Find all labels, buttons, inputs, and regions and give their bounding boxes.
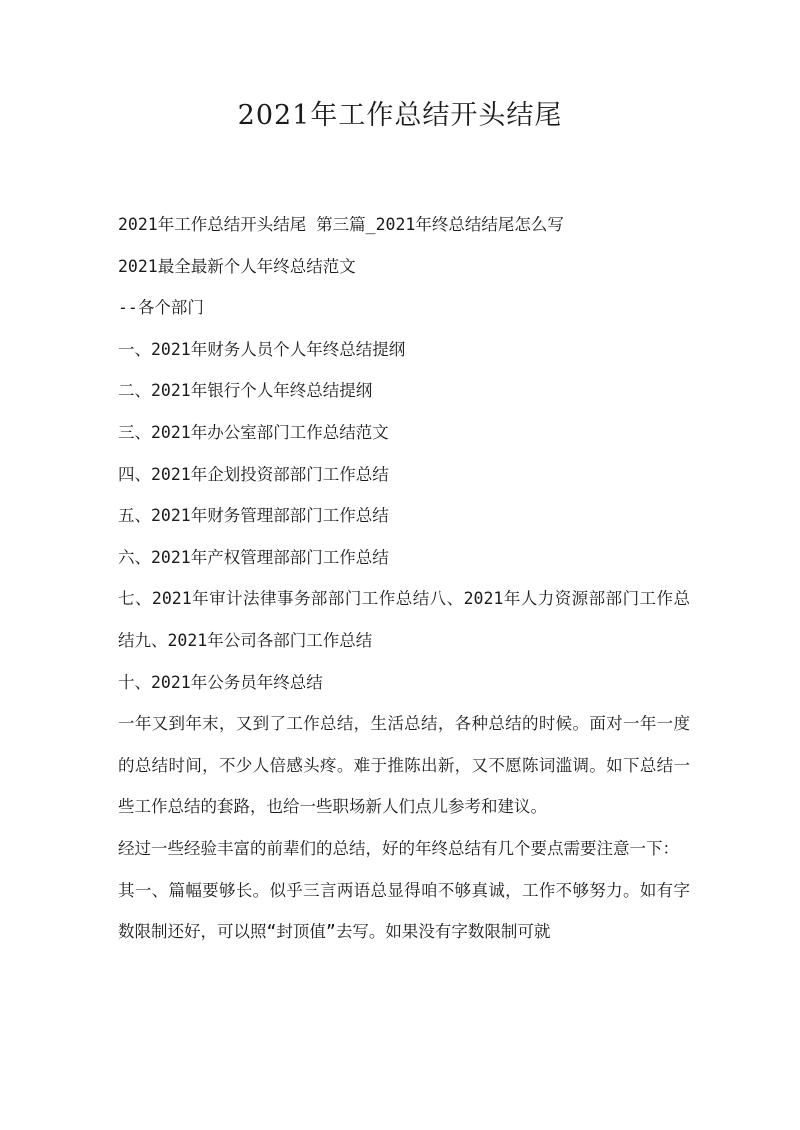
text-line-departments: --各个部门 bbox=[118, 298, 204, 318]
document-title: 2021年工作总结开头结尾 bbox=[237, 100, 563, 131]
paragraph-key-points: 经过一些经验丰富的前辈们的总结，好的年终总结有几个要点需要注意一下： bbox=[118, 838, 679, 858]
list-item-7-8-9: 七、2021年审计法律事务部部门工作总结八、2021年人力资源部部门工作总结九、2021年公司各部门工作总结 bbox=[118, 589, 690, 650]
list-item-5: 五、2021年财务管理部部门工作总结 bbox=[118, 506, 389, 526]
list-item-3: 三、2021年办公室部门工作总结范文 bbox=[118, 422, 389, 442]
text-line-fanwen: 2021最全最新个人年终总结范文 bbox=[118, 256, 356, 276]
paragraph-point-one: 其一、篇幅要够长。似乎三言两语总显得咱不够真诚，工作不够努力。如有字数限制还好，可以照“封顶值”去写。如果没有字数限制可就 bbox=[118, 880, 690, 942]
text-line-subtitle: 2021年工作总结开头结尾 第三篇_2021年终总结结尾怎么写 bbox=[118, 215, 564, 234]
list-item-6: 六、2021年产权管理部部门工作总结 bbox=[118, 547, 389, 567]
list-item-4: 四、2021年企划投资部部门工作总结 bbox=[118, 464, 389, 484]
list-item-1: 一、2021年财务人员个人年终总结提纲 bbox=[118, 339, 406, 359]
list-item-10: 十、2021年公务员年终总结 bbox=[118, 672, 323, 692]
list-item-2: 二、2021年银行个人年终总结提纲 bbox=[118, 381, 373, 401]
paragraph-intro: 一年又到年末，又到了工作总结，生活总结，各种总结的时候。面对一年一度的总结时间，不少人倍感头疼。难于推陈出新，又不愿陈词滥调。如下总结一些工作总结的套路，也给一些职场新人们点儿参考和建议。 bbox=[118, 714, 690, 817]
document-body bbox=[118, 204, 690, 953]
